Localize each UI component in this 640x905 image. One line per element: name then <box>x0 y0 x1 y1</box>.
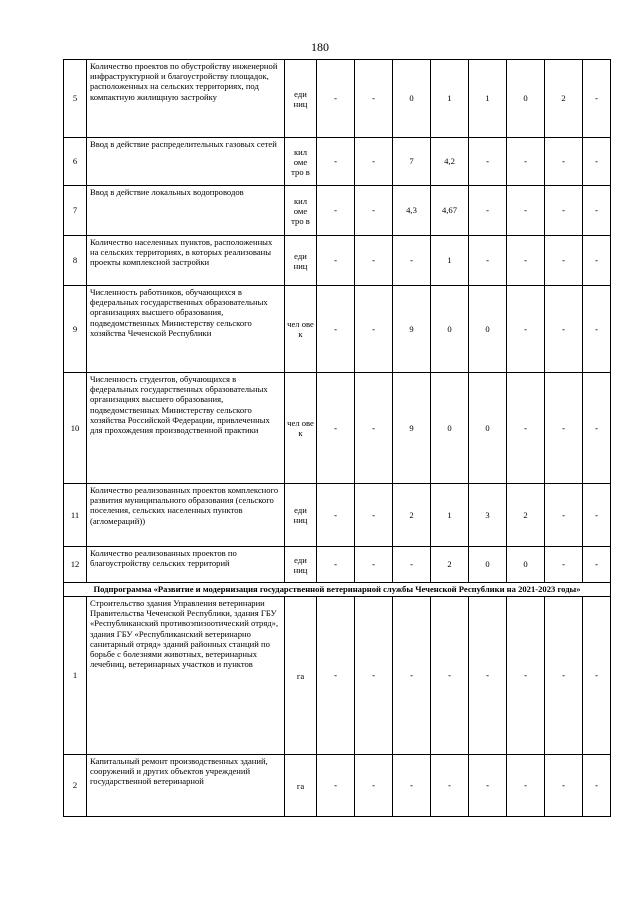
value-cell: - <box>355 186 393 236</box>
value-cell: - <box>317 186 355 236</box>
value-cell: - <box>431 755 469 817</box>
value-cell: - <box>583 236 611 286</box>
value-cell: 2 <box>431 547 469 583</box>
row-number: 11 <box>64 484 87 547</box>
value-cell: 1 <box>431 484 469 547</box>
value-cell: 2 <box>393 484 431 547</box>
unit-cell: чел ове к <box>285 373 317 484</box>
value-cell: - <box>545 373 583 484</box>
value-cell: - <box>469 236 507 286</box>
value-cell: - <box>545 236 583 286</box>
value-cell: - <box>469 597 507 755</box>
value-cell: - <box>507 755 545 817</box>
value-cell: - <box>317 597 355 755</box>
table-row <box>64 755 611 817</box>
indicator-name: Количество проектов по обустройству инженерной инфраструктурной и благоустройству площадок, расположенных на сельских территориях, под компактную жилищную застройку <box>87 60 285 138</box>
unit-cell: еди ниц <box>285 60 317 138</box>
unit-cell: чел ове к <box>285 286 317 373</box>
value-cell: - <box>545 755 583 817</box>
unit-cell: га <box>285 597 317 755</box>
page-number: 180 <box>311 40 329 54</box>
value-cell: - <box>583 373 611 484</box>
row-number: 12 <box>64 547 87 583</box>
value-cell: - <box>317 286 355 373</box>
value-cell: - <box>507 186 545 236</box>
value-cell: - <box>317 236 355 286</box>
value-cell: - <box>355 236 393 286</box>
value-cell: - <box>393 236 431 286</box>
table-row <box>64 60 611 138</box>
table-row <box>64 236 611 286</box>
value-cell: - <box>355 60 393 138</box>
unit-cell: кил оме тро в <box>285 186 317 236</box>
value-cell: - <box>393 597 431 755</box>
value-cell: - <box>317 138 355 186</box>
value-cell: - <box>317 373 355 484</box>
subprogram-title: Подпрограмма «Развитие и модернизация государственной ветеринарной службы Чеченской Республики на 2021-2023 годы» <box>64 583 611 597</box>
table-row <box>64 484 611 547</box>
value-cell: 0 <box>393 60 431 138</box>
value-cell: 3 <box>469 484 507 547</box>
value-cell: 0 <box>431 286 469 373</box>
value-cell: - <box>583 484 611 547</box>
value-cell: - <box>317 60 355 138</box>
value-cell: - <box>393 547 431 583</box>
value-cell: 1 <box>431 236 469 286</box>
indicator-name: Капитальный ремонт производственных зданий, сооружений и других объектов учреждений государственной ветеринарной <box>87 755 285 817</box>
unit-cell: га <box>285 755 317 817</box>
value-cell: - <box>355 286 393 373</box>
value-cell: - <box>469 138 507 186</box>
value-cell: 4,3 <box>393 186 431 236</box>
value-cell: 0 <box>469 286 507 373</box>
value-cell: 0 <box>469 547 507 583</box>
value-cell: - <box>545 484 583 547</box>
value-cell: 0 <box>507 60 545 138</box>
value-cell: - <box>583 597 611 755</box>
value-cell: - <box>355 138 393 186</box>
indicator-name: Количество реализованных проектов комплексного развития муниципального образования (сельского поселения, сельских населенных пунктов (агломераций)) <box>87 484 285 547</box>
unit-cell: еди ниц <box>285 236 317 286</box>
indicator-name: Численность работников, обучающихся в федеральных государственных образовательных организациях высшего образования, подведомственных Министерству сельского хозяйства Чеченской Республики <box>87 286 285 373</box>
value-cell: 2 <box>507 484 545 547</box>
row-number: 6 <box>64 138 87 186</box>
row-number: 5 <box>64 60 87 138</box>
value-cell: - <box>545 547 583 583</box>
value-cell: 0 <box>507 547 545 583</box>
value-cell: - <box>545 138 583 186</box>
indicator-name: Количество реализованных проектов по благоустройству сельских территорий <box>87 547 285 583</box>
value-cell: - <box>355 547 393 583</box>
row-number: 1 <box>64 597 87 755</box>
value-cell: - <box>545 597 583 755</box>
subprogram-header-row <box>64 583 611 597</box>
row-number: 2 <box>64 755 87 817</box>
value-cell: 9 <box>393 286 431 373</box>
row-number: 10 <box>64 373 87 484</box>
unit-cell: еди ниц <box>285 484 317 547</box>
value-cell: - <box>583 755 611 817</box>
indicator-name: Ввод в действие локальных водопроводов <box>87 186 285 236</box>
value-cell: - <box>317 484 355 547</box>
value-cell: - <box>355 373 393 484</box>
indicator-name: Количество населенных пунктов, расположенных на сельских территориях, в которых реализованы проекты комплексной застройки <box>87 236 285 286</box>
value-cell: - <box>507 236 545 286</box>
value-cell: 4,2 <box>431 138 469 186</box>
row-number: 7 <box>64 186 87 236</box>
value-cell: 0 <box>469 373 507 484</box>
indicators-table <box>63 59 611 817</box>
value-cell: - <box>583 547 611 583</box>
value-cell: - <box>317 547 355 583</box>
value-cell: - <box>583 138 611 186</box>
value-cell: 9 <box>393 373 431 484</box>
value-cell: 1 <box>469 60 507 138</box>
value-cell: - <box>583 286 611 373</box>
value-cell: - <box>545 286 583 373</box>
value-cell: - <box>583 60 611 138</box>
value-cell: - <box>507 373 545 484</box>
value-cell: - <box>355 484 393 547</box>
value-cell: 7 <box>393 138 431 186</box>
unit-cell: еди ниц <box>285 547 317 583</box>
value-cell: - <box>507 286 545 373</box>
unit-cell: кил оме тро в <box>285 138 317 186</box>
value-cell: 1 <box>431 60 469 138</box>
row-number: 8 <box>64 236 87 286</box>
table-row <box>64 138 611 186</box>
value-cell: - <box>469 755 507 817</box>
value-cell: - <box>545 186 583 236</box>
value-cell: 2 <box>545 60 583 138</box>
table-row <box>64 186 611 236</box>
value-cell: - <box>583 186 611 236</box>
value-cell: - <box>431 597 469 755</box>
indicator-name: Численность студентов, обучающихся в федеральных государственных образовательных организациях высшего образования, подведомственных Министерству сельского хозяйства Российской Федерации, привлеченных для прохождения производственной практики <box>87 373 285 484</box>
row-number: 9 <box>64 286 87 373</box>
value-cell: - <box>507 597 545 755</box>
table-row <box>64 547 611 583</box>
value-cell: - <box>469 186 507 236</box>
value-cell: 0 <box>431 373 469 484</box>
value-cell: - <box>317 755 355 817</box>
indicator-name: Строительство здания Управления ветеринарии Правительства Чеченской Республики, здания ГБУ «Республиканский противоэпизоотический отряд», здания ГБУ «Республиканский ветеринарно санитарный отряд» зданий районных станций по борьбе с болезнями животных, ветеринарных лечебниц, ветеринарных участков и пунктов <box>87 597 285 755</box>
value-cell: 4,67 <box>431 186 469 236</box>
table-row <box>64 597 611 755</box>
table-row <box>64 286 611 373</box>
indicator-name: Ввод в действие распределительных газовых сетей <box>87 138 285 186</box>
table-row <box>64 373 611 484</box>
value-cell: - <box>355 755 393 817</box>
value-cell: - <box>507 138 545 186</box>
value-cell: - <box>355 597 393 755</box>
value-cell: - <box>393 755 431 817</box>
